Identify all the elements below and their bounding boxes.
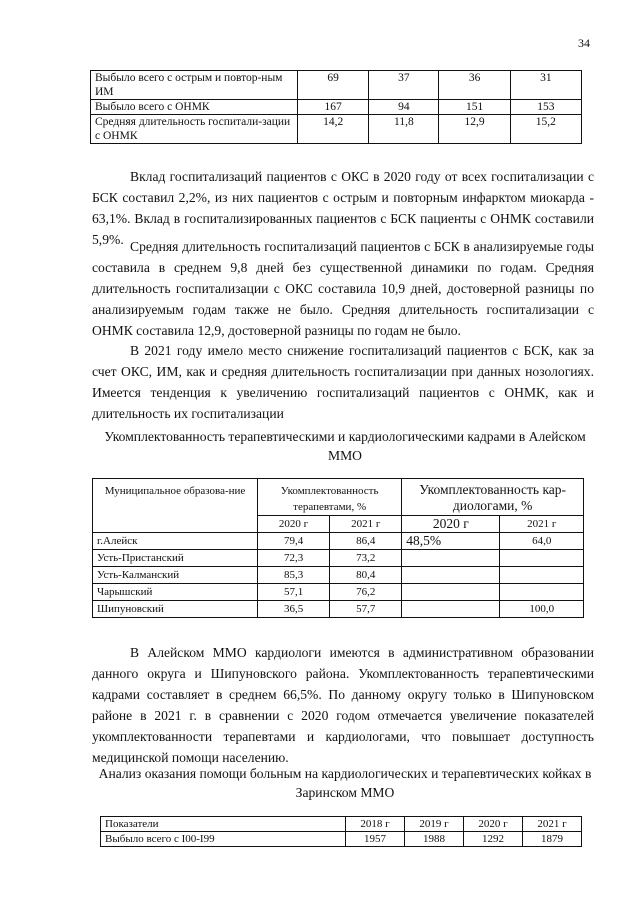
cell: 79,4: [258, 533, 330, 550]
cell: [402, 567, 500, 584]
paragraph: [92, 340, 594, 424]
table-row: [91, 71, 582, 100]
paragraph-text: Вклад госпитализаций пациентов с ОКС в 2020 году от всех госпитализации с БСК составил 2,2%, из них пациентов с острым и повторным инфарктом миокарда - 63,1%. Вклад в госпитализированных пациентов с БСК пациенты с ОНМК составили 5,9%.: [92, 169, 594, 247]
cell: 100,0: [500, 601, 584, 618]
cell: 64,0: [500, 533, 584, 550]
cell: 31: [510, 71, 581, 100]
year-2021: 2021 г: [500, 516, 584, 533]
cell: [402, 584, 500, 601]
paragraph: [92, 236, 594, 341]
cell: 36,5: [258, 601, 330, 618]
row-label: Выбыло всего с I00-I99: [101, 832, 346, 847]
municipality-name: Усть-Калманский: [93, 567, 258, 584]
table-row: [101, 832, 582, 847]
cell: 36: [439, 71, 510, 100]
cell: [500, 567, 584, 584]
municipality-name: Шипуновский: [93, 601, 258, 618]
row-label: Средняя длительность госпитали-зации с ОНМК: [91, 115, 298, 144]
cell: 57,1: [258, 584, 330, 601]
cell: 15,2: [510, 115, 581, 144]
cell: 76,2: [330, 584, 402, 601]
header-therapists: Укомплектованность терапевтами, %: [258, 479, 402, 516]
table-row: [93, 601, 584, 618]
header-cell: 2020 г: [464, 817, 523, 832]
table-row: [93, 550, 584, 567]
table-caption: Укомплектованность терапевтическими и кардиологическими кадрами в Алейском ММО: [104, 429, 586, 463]
cell: 85,3: [258, 567, 330, 584]
year-2021: 2021 г: [330, 516, 402, 533]
paragraph-text: В 2021 году имело место снижение госпитализаций пациентов с БСК, как за счет ОКС, ИМ, как и средняя длительность госпитализации при данных нозологиях. Имеется тенденция к увеличению госпитализаций пациентов с ОНМК, как и длительность их госпитализации: [92, 343, 594, 421]
cell: 153: [510, 100, 581, 115]
header-cardiologists: Укомплектованность кар-диологами, %: [402, 479, 584, 516]
zarinsk-table: [100, 816, 582, 847]
municipality-name: г.Алейск: [93, 533, 258, 550]
cell: 1957: [346, 832, 405, 847]
municipality-name: Чарышский: [93, 584, 258, 601]
staffing-table: [92, 478, 584, 618]
cell: 37: [369, 71, 439, 100]
cell: 48,5%: [402, 533, 500, 550]
row-label: Выбыло всего с ОНМК: [91, 100, 298, 115]
cell: 72,3: [258, 550, 330, 567]
cell: 69: [298, 71, 369, 100]
table-caption: Анализ оказания помощи больным на кардиологических и терапевтических койках в Заринском ММО: [98, 766, 592, 800]
hospitalization-table: [90, 70, 582, 144]
header-cell: 2018 г: [346, 817, 405, 832]
table-row: [93, 567, 584, 584]
cell: 1292: [464, 832, 523, 847]
header-cell: 2019 г: [405, 817, 464, 832]
cell: [402, 601, 500, 618]
cell: 12,9: [439, 115, 510, 144]
page-number: 34: [578, 36, 590, 50]
year-2020: 2020 г: [402, 516, 500, 533]
cell: 1879: [523, 832, 582, 847]
cell: [500, 584, 584, 601]
cell: 80,4: [330, 567, 402, 584]
cell: 14,2: [298, 115, 369, 144]
year-2020: 2020 г: [258, 516, 330, 533]
cell: 151: [439, 100, 510, 115]
paragraph-text: Средняя длительность госпитализаций пациентов с БСК в анализируемые годы составила в среднем 9,8 дней без существенной динамики по годам. Средняя длительность госпитализации с ОКС составила 10,9 дней, достоверной разницы по анализируемым годам также не было. Средняя длительность госпитализации с ОНМК составила 12,9, достоверной разницы по годам не было.: [92, 239, 594, 338]
cell: [500, 550, 584, 567]
cell: 94: [369, 100, 439, 115]
table-row: [93, 533, 584, 550]
table-row: [91, 100, 582, 115]
table-header-row: [93, 479, 584, 516]
cell: 11,8: [369, 115, 439, 144]
municipality-name: Усть-Пристанский: [93, 550, 258, 567]
cell: 86,4: [330, 533, 402, 550]
header-municipality: Муниципальное образова-ние: [93, 479, 258, 533]
table-row: [93, 584, 584, 601]
table-row: [91, 115, 582, 144]
header-cell: Показатели: [101, 817, 346, 832]
cell: 167: [298, 100, 369, 115]
table-header-row: [101, 817, 582, 832]
cell: [402, 550, 500, 567]
cell: 73,2: [330, 550, 402, 567]
row-label: Выбыло всего с острым и повтор-ным ИМ: [91, 71, 298, 100]
paragraph-text: В Алейском ММО кардиологи имеются в административном образовании данного округа и Шипуновского района. Укомплектованность терапевтическими кадрами составляет в среднем 66,5%. По данному округу только в Шипуновском районе в 2021 г. в сравнении с 2020 годом отмечается увеличение показателей укомплектованности терапевтами и кардиологами, что повышает доступность медицинской помощи населению.: [92, 645, 594, 765]
header-cell: 2021 г: [523, 817, 582, 832]
cell: 1988: [405, 832, 464, 847]
paragraph: [92, 642, 594, 768]
cell: 57,7: [330, 601, 402, 618]
